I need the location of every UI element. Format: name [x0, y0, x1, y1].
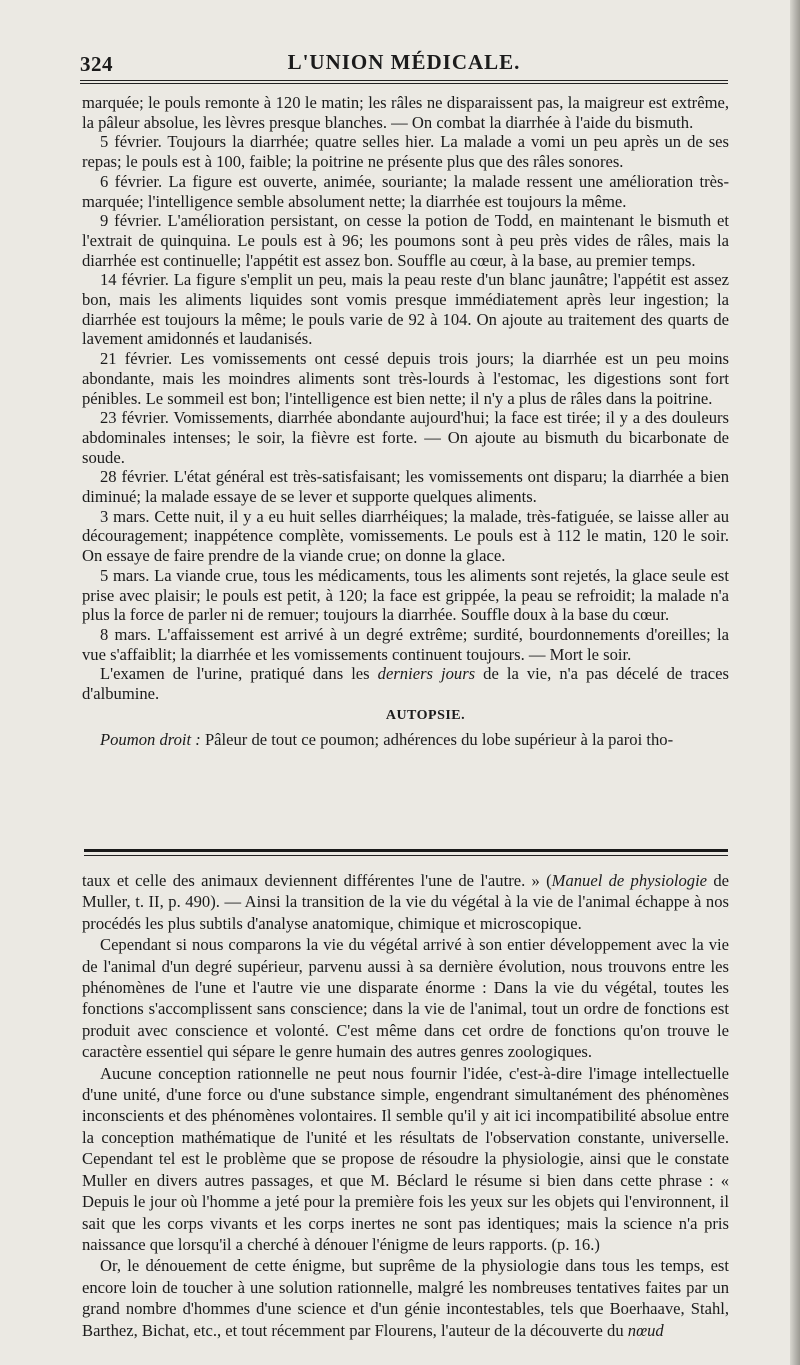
paragraph: 28 février. L'état général est très-satisfaisant; les vomissements ont disparu; la diarrhée a bien diminué; la malade essaye de se lever et supporte quelques aliments. — [82, 467, 729, 507]
page-number: 324 — [80, 52, 113, 76]
paragraph: 21 février. Les vomissements ont cessé depuis trois jours; la diarrhée est un peu moins abondante, mais les moindres aliments sont très-lourds à l'estomac, les digestions sont fort pénibles. Le sommeil est bon; l'intelligence est bien nette; il n'y a plus de râles dans la poitrine. — [82, 349, 729, 408]
paragraph: 6 février. La figure est ouverte, animée, souriante; la malade ressent une amélioration très-marquée; l'intelligence semble absolument nette; la diarrhée est toujours la même. — [82, 171, 729, 211]
header-rule — [80, 80, 728, 81]
paragraph: 23 février. Vomissements, diarrhée abondante aujourd'hui; la face est tirée; il y a des douleurs abdominales intenses; le soir, la fièvre est forte. — On ajoute au bismuth du bicarbonate de soude. — [82, 408, 729, 467]
italic-text: Manuel de physiologie — [551, 871, 708, 890]
page-header — [80, 46, 728, 76]
text-run: Pâleur de tout ce poumon; adhérences du lobe supérieur à la paroi tho- — [200, 729, 674, 749]
paragraph: 5 février. Toujours la diarrhée; quatre selles hier. La malade a vomi un peu après un de ses repas; le pouls est à 100, faible; la poitrine ne présente plus que des râles sonores. — [82, 132, 729, 172]
feuilleton-column — [82, 870, 729, 1341]
paragraph — [82, 730, 729, 750]
page-edge-shadow — [790, 0, 800, 1365]
paragraph: 14 février. La figure s'emplit un peu, mais la peau reste d'un blanc jaunâtre; l'appétit est assez bon, mais les aliments liquides sont vomis presque immédiatement après leur ingestion; la diarrhée est toujours la même; le pouls varie de 92 à 104. On ajoute au traitement des quarts de lavement amidonnés et laudanisés. — [82, 270, 729, 349]
italic-text: Poumon droit : — [100, 729, 201, 749]
paragraph — [82, 1255, 729, 1341]
paragraph: marquée; le pouls remonte à 120 le matin; les râles ne disparaissent pas, la maigreur est extrême, la pâleur absolue, les lèvres presque blanches. — On combat la diarrhée à l'aide du bismuth. — [82, 93, 729, 132]
paragraph: Cependant si nous comparons la vie du végétal arrivé à son entier développement avec la vie de l'animal d'un degré supérieur, parvenu aussi à sa dernière évolution, nous trouvons entre les phénomènes de l'une et l'autre vie une disparate énorme : Dans la vie du végétal, toutes les fonctions s'accomplissent sans conscience; dans la vie de l'animal, tout un ordre de fonctions est produit avec conscience et volonté. C'est même dans cet ordre de fonctions qu'on trouve le caractère essentiel qui sépare le genre humain des autres genres zoologiques. — [82, 935, 729, 1062]
text-run: taux et celle des animaux deviennent différentes l'une de l'autre. » ( — [82, 871, 552, 890]
feuilleton-separator-thin — [84, 855, 728, 856]
paragraph: Aucune conception rationnelle ne peut nous fournir l'idée, c'est-à-dire l'image intellectuelle d'une unité, d'une force ou d'une substance simple, engendrant simultanément des phénomènes inconscients et des phénomènes volontaires. Il semble qu'il y ait ici incompatibilité absolue entre la conception mathématique de l'unité et les résultats de l'observation constante, universelle. Cependant tel est le problème que se propose de résoudre la physiologie, ainsi que le constate Muller en divers autres passages, et que M. Béclard le résume si bien dans cette phrase : « Depuis le jour où l'homme a jeté pour la première fois les yeux sur les objets qui l'environnent, il sait que les corps vivants et les corps inertes ne sont pas identiques; mais la science n'a pris naissance que lorsqu'il a cherché à dénouer l'énigme de leurs rapports. (p. 16.) — [82, 1063, 729, 1254]
text-run: Or, le dénouement de cette énigme, but suprême de la physiologie dans tous les temps, est encore loin de toucher à une solution rationnelle, malgré les nombreuses tentatives faites par un grand nombre d'hommes d'une science et d'un génie incontestables, tels que Boerhaave, Stahl, Barthez, Bichat, etc., et tout récemment par Flourens, l'auteur de la découverte du — [82, 1256, 729, 1340]
text-run: de la vie, n'a pas décelé de traces d'albumine. — [82, 664, 729, 704]
header-rule-2 — [80, 83, 728, 84]
text-run: L'examen de l'urine, pratiqué dans les — [100, 664, 378, 684]
section-heading: AUTOPSIE. — [385, 707, 466, 723]
italic-text: nœud — [627, 1320, 664, 1340]
clinical-observation-column — [82, 93, 729, 749]
italic-text: derniers jours — [377, 664, 476, 684]
paragraph: 8 mars. L'affaissement est arrivé à un degré extrême; surdité, bourdonnements d'oreilles; la vue s'affaiblit; la diarrhée et les vomissements continuent toujours. — Mort le soir. — [82, 624, 729, 664]
running-title: L'UNION MÉDICALE. — [287, 50, 521, 74]
feuilleton-separator-thick — [84, 849, 728, 852]
paragraph — [82, 664, 729, 703]
paragraph — [82, 870, 729, 934]
paragraph: 3 mars. Cette nuit, il y a eu huit selles diarrhéiques; la malade, très-fatiguée, se laisse aller au découragement; inappétence complète, vomissements. Le pouls est à 112 le matin, 120 le soir. On essaye de faire prendre de la viande crue; on donne la glace. — [82, 506, 729, 566]
paragraph: 5 mars. La viande crue, tous les médicaments, tous les aliments sont rejetés, la glace seule est prise avec plaisir; le pouls est petit, à 120; la face est grippée, la peau se refroidit; la malade n'a plus la force de parler ni de remuer; toujours la diarrhée. Souffle doux à la base du cœur. — [82, 565, 729, 625]
paragraph: 9 février. L'amélioration persistant, on cesse la potion de Todd, en maintenant le bismuth et l'extrait de quinquina. Le pouls est à 96; les poumons sont à peu près vides de râles, mais la diarrhée est continuelle; l'appétit est assez bon. Souffle au cœur, à la base, au premier temps. — [82, 211, 729, 270]
text-run: de Muller, t. II, p. 490). — Ainsi la transition de la vie du végétal à la vie de l'animal échappe à nos procédés les plus subtils d'analyse anatomique, chimique et microscopique. — [82, 871, 729, 933]
